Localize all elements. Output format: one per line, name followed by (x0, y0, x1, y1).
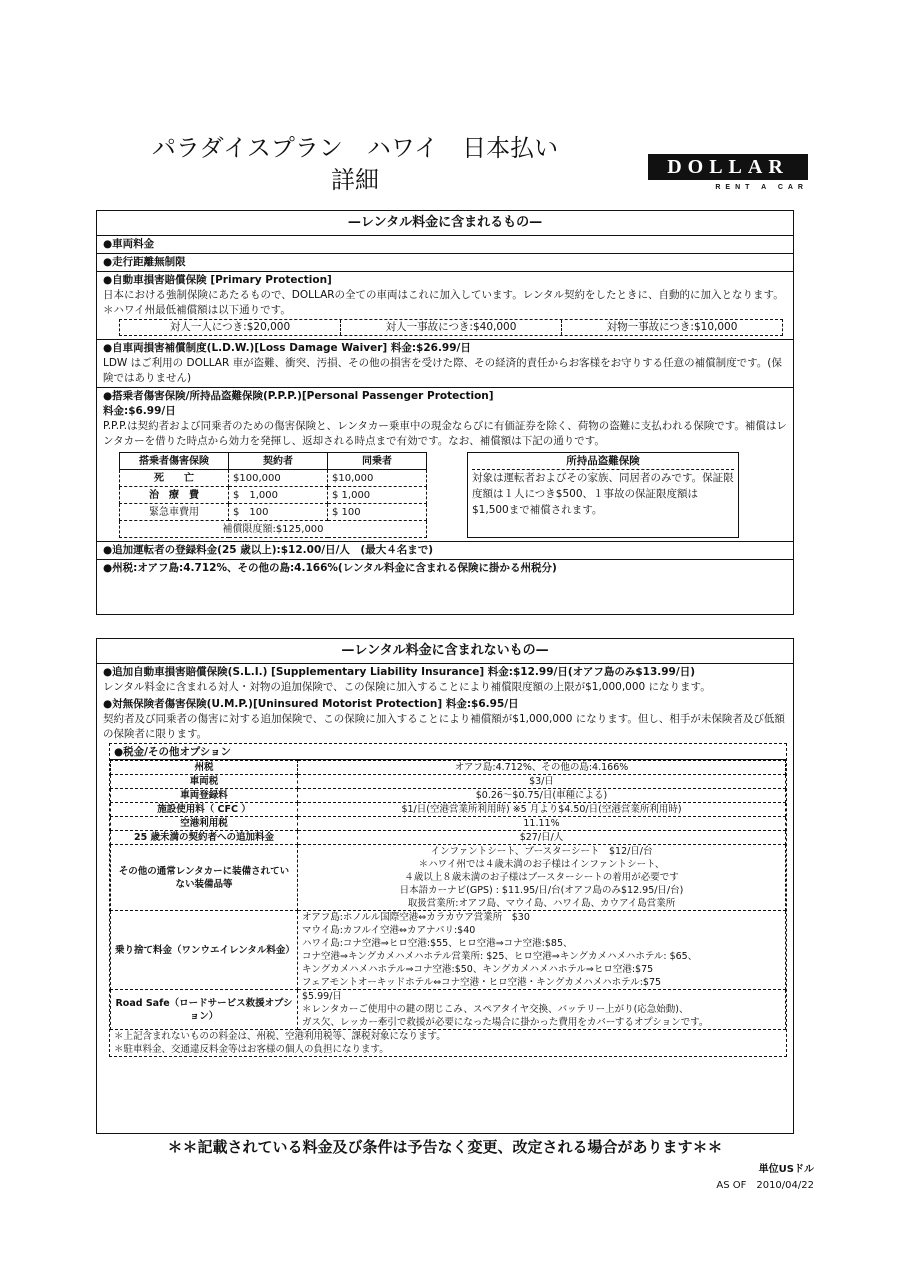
ldw (97, 340, 793, 388)
option-value-line: コナ空港⇒キングカメハメハホテル営業所: $25、ヒロ空港⇒キングカメハメハホテル: $65、 (302, 951, 698, 962)
limit-item: 対物一事故につき:$10,000 (606, 321, 738, 333)
ump (97, 696, 793, 743)
limit-item: 対人一事故につき:$40,000 (341, 320, 562, 335)
primary-title: ●自動車損害賠償保険 [Primary Protection] (103, 274, 332, 286)
option-value (298, 789, 786, 803)
option-value-line: ４歳以上８歳未満のお子様はブースターシートの着用が必要です (404, 872, 679, 883)
primary-protection (97, 272, 793, 340)
option-label: 州税 (111, 761, 298, 775)
option-value (298, 990, 786, 1030)
table-row (111, 789, 786, 803)
table-header: 同乗者 (328, 453, 427, 470)
option-value-line: $27/日/人 (519, 832, 564, 843)
table-row (120, 487, 427, 504)
vehicle-fee: ●車両料金 (97, 236, 793, 254)
notes (110, 1030, 786, 1056)
table-row (111, 803, 786, 817)
option-label: その他の通常レンタカーに装備されていない装備品等 (111, 845, 298, 911)
property-desc: 対象は運転者およびその家族、同居者のみです。保証限度額は１人につき$500、１事故の保証限度額は$1,500まで補償されます。 (472, 472, 734, 516)
option-value-line: $1/日(空港営業所利用時) ※5 月より$4.50/日(空港営業所利用時) (401, 804, 682, 815)
table-row (111, 761, 786, 775)
page-title: パラダイスプラン ハワイ 日本払い (151, 134, 559, 162)
option-value-line: 日本語カーナビ(GPS) : $11.95/日/台(オアフ島のみ$12.95/日/台) (399, 885, 684, 896)
option-value-line: マウイ島:カフルイ空港⇔カアナパリ:$40 (302, 925, 476, 936)
option-value (298, 831, 786, 845)
table-row (120, 470, 427, 487)
currency-unit: 単位USドル (758, 1164, 814, 1175)
ppp (97, 388, 793, 542)
state-tax: ●州税:オアフ島:4.712%、その他の島:4.166%(レンタル料金に含まれる保険に掛かる州税分) (103, 562, 557, 574)
option-value-line: $3/日 (529, 776, 554, 787)
table-cell: $ 1,000 (229, 487, 328, 504)
table-header: 契約者 (229, 453, 328, 470)
table-row (111, 911, 786, 990)
options-title: ●税金/その他オプション (110, 744, 786, 760)
option-label: 車両登録料 (111, 789, 298, 803)
option-value (298, 775, 786, 789)
options-table (110, 760, 786, 1030)
sli-title: ●追加自動車損害賠償保険(S.L.I.) [Supplementary Liability Insurance] 料金:$12.99/日(オアフ島のみ$13.99/日) (103, 666, 695, 678)
ump-title: ●対無保険者傷害保険(U.M.P.)[Uninsured Motorist Protection] 料金:$6.95/日 (103, 698, 519, 710)
unlimited-mileage: ●走行距離無制限 (97, 254, 793, 272)
property-theft-box (467, 452, 739, 538)
table-row (111, 990, 786, 1030)
option-value-line: フェアモントオーキッドホテル⇔コナ空港・ヒロ空港・キングカメハメハホテル:$75 (302, 977, 662, 988)
dollar-logo: DOLLAR RENT A CAR (648, 154, 808, 198)
note-item: ＊駐車料金、交通違反料金等はお客様の個人の負担になります。 (114, 1044, 389, 1055)
table-cell: 死 亡 (120, 470, 229, 487)
ldw-title: ●自車両損害補償制度(L.D.W.)[Loss Damage Waiver] 料金:$26.99/日 (103, 342, 471, 354)
table-cell: $100,000 (229, 470, 328, 487)
option-value (298, 817, 786, 831)
option-label: Road Safe（ロードサービス救援オプション） (111, 990, 298, 1030)
option-value-line: 11.11% (523, 818, 560, 829)
ppp-title: ●搭乗者傷害保険/所持品盗難保険(P.P.P.)[Personal Passenger Protection] (103, 390, 494, 402)
as-of-date: AS OF 2010/04/22 (716, 1180, 814, 1191)
ppp-fee: 料金:$6.99/日 (103, 405, 176, 417)
ump-desc: 契約者及び同乗者の傷害に対する追加保険で、この保険に加入することにより補償額が$1,000,000 になります。但し、相手が未保険者及び低額の保険者に限ります。 (103, 713, 785, 740)
table-cell: $ 100 (229, 504, 328, 521)
change-notice: ＊＊記載されている料金及び条件は予告なく変更、改定される場合があります＊＊ (167, 1138, 723, 1156)
sli (97, 664, 793, 696)
table-row (111, 845, 786, 911)
option-label: 施設使用料（ CFC ） (111, 803, 298, 817)
option-value (298, 803, 786, 817)
note-item: ＊上記含まれないものの料金は、州税、空港利用税等、課税対象になります。 (114, 1031, 446, 1042)
option-label: 25 歳未満の契約者への追加料金 (111, 831, 298, 845)
primary-limits (119, 319, 783, 336)
option-value-line: ガス欠、レッカー牽引で救援が必要になった場合に掛かった費用をカバーするオプションです。 (302, 1017, 709, 1028)
passenger-insurance-table (119, 452, 427, 538)
table-total: 補償限度額:$125,000 (120, 521, 427, 538)
option-label: 車両税 (111, 775, 298, 789)
excluded-section (96, 638, 794, 1134)
option-value-line: インファントシート、ブースターシート $12/日/台 (430, 846, 653, 857)
option-value-line: $0.26〜$0.75/日(車種による) (475, 790, 608, 801)
option-value-line: キングカメハメハホテル⇒コナ空港:$50、キングカメハメハホテル⇒ヒロ空港:$75 (302, 964, 654, 975)
options-box (109, 743, 787, 1057)
primary-desc: 日本における強制保険にあたるもので、DOLLARの全ての車両はこれに加入しています。レンタル契約をしたときに、自動的に加入となります。＊ハワイ州最低補償額は以下通りです。 (103, 289, 784, 316)
table-cell: 緊急車費用 (120, 504, 229, 521)
option-value (298, 761, 786, 775)
option-value-line: ＊ハワイ州では４歳未満のお子様はインファントシート、 (418, 859, 665, 870)
table-cell: 治 療 費 (120, 487, 229, 504)
sli-desc: レンタル料金に含まれる対人・対物の追加保険で、この保険に加入することにより補償限度額の上限が$1,000,000 になります。 (103, 681, 711, 693)
excluded-heading: —レンタル料金に含まれないもの— (97, 639, 793, 664)
option-value-line: 取扱営業所:オアフ島、マウイ島、ハワイ島、カウアイ島営業所 (407, 898, 676, 909)
table-row (111, 817, 786, 831)
table-cell: $ 100 (328, 504, 427, 521)
included-section (96, 210, 794, 615)
table-row (120, 504, 427, 521)
option-value-line: ハワイ島:コナ空港⇒ヒロ空港:$55、ヒロ空港⇒コナ空港:$85、 (302, 938, 573, 949)
option-value-line: オアフ島:4.712%、その他の島:4.166% (454, 762, 629, 773)
included-heading: —レンタル料金に含まれるもの— (97, 211, 793, 236)
page-subtitle: 詳細 (331, 166, 379, 194)
table-row (111, 775, 786, 789)
option-label: 乗り捨て料金（ワンウエイレンタル料金） (111, 911, 298, 990)
property-title: 所持品盗難保険 (472, 453, 734, 470)
table-header: 搭乗者傷害保険 (120, 453, 229, 470)
option-value-line: ＊レンタカーご使用中の鍵の閉じこみ、スペアタイヤ交換、バッテリー上がり(応急始動)、 (302, 1004, 689, 1015)
option-label: 空港利用税 (111, 817, 298, 831)
table-cell: $ 1,000 (328, 487, 427, 504)
table-row (120, 521, 427, 538)
limit-item: 対人一人につき:$20,000 (120, 320, 341, 335)
option-value-line: オアフ島:ホノルル国際空港⇔カラカウア営業所 $30 (302, 912, 530, 923)
option-value (298, 845, 786, 911)
option-value (298, 911, 786, 990)
ldw-desc: LDW はご利用の DOLLAR 車が盗難、衝突、汚損、その他の損害を受けた際、その経済的責任からお客様をお守りする任意の補償制度です。(保険ではありません) (103, 357, 782, 384)
ppp-desc: P.P.P.は契約者および同乗者のための傷害保険と、レンタカー乗車中の現金ならびに有価証券を除く、荷物の盗難に支払われる保険です。補償はレンタカーを借りた時点から効力を発揮し、返却される時点まで有効です。なお、補償額は下記の通りです。 (103, 420, 787, 447)
table-cell: $10,000 (328, 470, 427, 487)
table-row (111, 831, 786, 845)
additional-driver: ●追加運転者の登録料金(25 歳以上):$12.00/日/人 (最大４名まで) (97, 542, 793, 560)
option-value-line: $5.99/日 (302, 991, 342, 1002)
